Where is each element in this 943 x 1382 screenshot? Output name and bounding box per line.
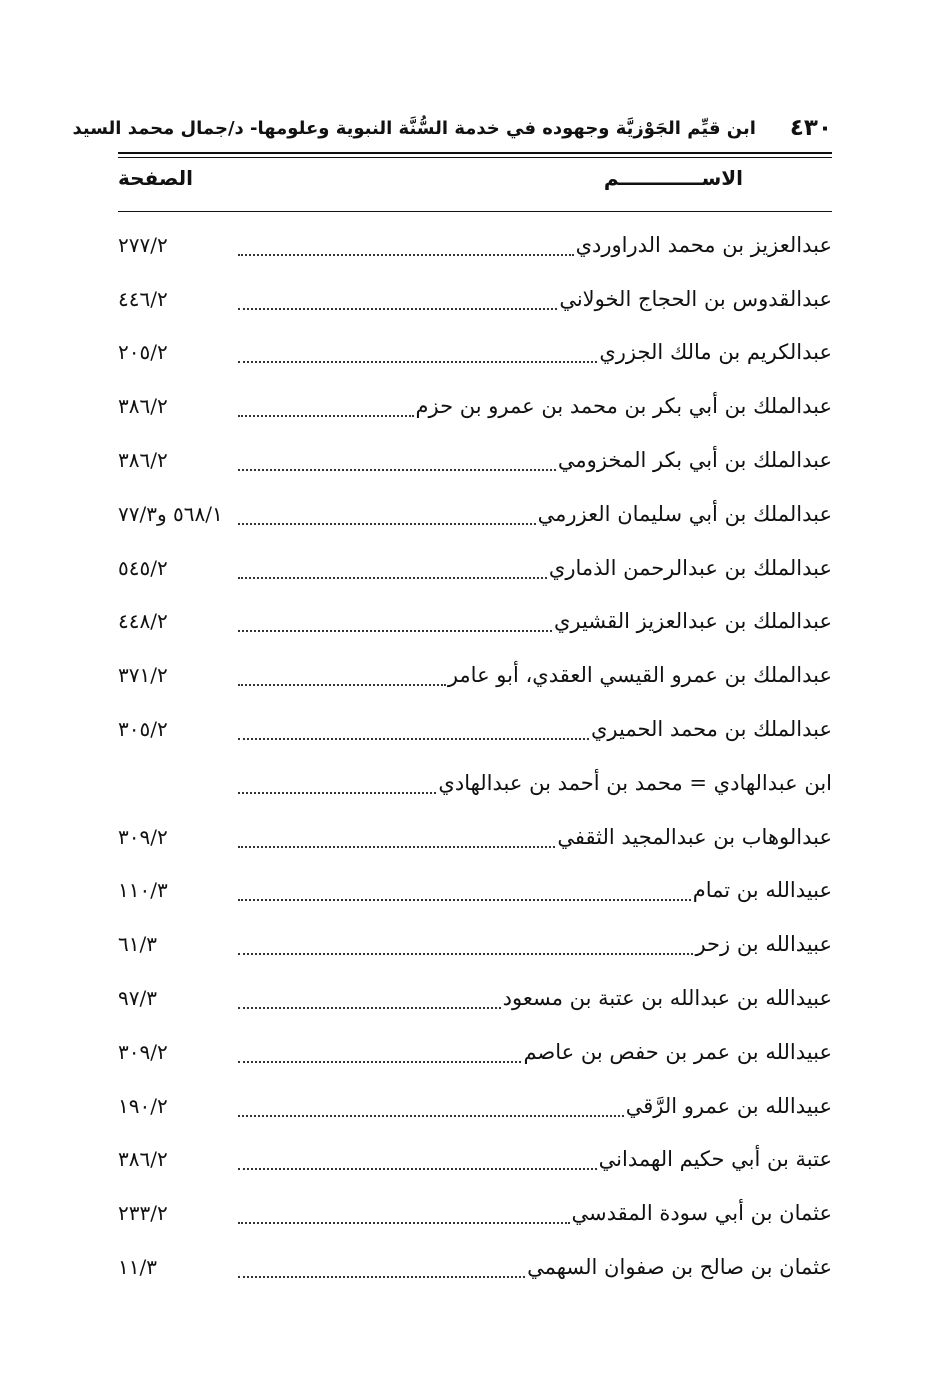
entry-name: ابن عبدالهادي = محمد بن أحمد بن عبدالهادي (438, 770, 832, 795)
entry-name: عثمان بن صالح بن صفوان السهمي (527, 1255, 832, 1280)
entry-page-ref: ٣٨٦/٢ (118, 448, 168, 473)
entry-name: عبدالملك بن أبي سليمان العزرمي (537, 501, 832, 526)
entry-page-ref: ٩٧/٣ (118, 986, 157, 1011)
entry-name-cell (238, 379, 832, 433)
entry-name: عبيدالله بن عبدالله بن عتبة بن مسعود (502, 986, 832, 1011)
index-entry (118, 379, 832, 433)
entry-name: عبدالوهاب بن عبدالمجيد الثقفي (557, 824, 832, 849)
entry-name-cell (238, 272, 832, 326)
entry-name: عبدالكريم بن مالك الجزري (599, 340, 832, 365)
entry-page-ref (118, 756, 230, 810)
leader-dots (238, 1061, 521, 1063)
entry-name: عبيدالله بن عمرو الرَّقي (625, 1093, 832, 1118)
entry-name-cell (238, 595, 832, 649)
leader-dots (238, 738, 589, 740)
index-entry (118, 218, 832, 272)
leader-dots (238, 1222, 570, 1224)
entry-page-ref: ١١/٣ (118, 1255, 157, 1280)
leader-dots (238, 308, 557, 310)
leader-dots (238, 415, 414, 417)
entry-page-ref: ٤٤٦/٢ (118, 286, 168, 311)
index-entry (118, 595, 832, 649)
entry-name-cell (238, 917, 832, 971)
entry-page-ref: ٣٨٦/٢ (118, 1147, 168, 1172)
entry-name-cell (238, 326, 832, 380)
entry-name: عبيدالله بن تمام (692, 878, 832, 903)
page-header (72, 108, 832, 148)
index-entry (118, 433, 832, 487)
entry-page-ref: ٣٧١/٢ (118, 663, 168, 688)
entry-name: عبدالملك بن عبدالرحمن الذماري (548, 555, 832, 580)
entry-name-cell (238, 1240, 832, 1294)
entry-name-cell (238, 702, 832, 756)
index-entry (118, 864, 832, 918)
leader-dots (238, 1007, 501, 1009)
leader-dots (238, 1276, 525, 1278)
leader-dots (238, 846, 555, 848)
leader-dots (238, 523, 536, 525)
entry-name: عتبة بن أبي حكيم الهمداني (598, 1147, 832, 1172)
entry-name-cell (238, 1133, 832, 1187)
leader-dots (238, 1168, 597, 1170)
column-header-name: الاســــــــــــم (603, 166, 743, 190)
leader-dots (238, 1115, 624, 1117)
entry-page-ref: ٣٠٥/٢ (118, 717, 168, 742)
leader-dots (238, 899, 691, 901)
index-entry (118, 1133, 832, 1187)
entry-name-cell (238, 1186, 832, 1240)
leader-dots (238, 254, 574, 256)
entry-name-cell (238, 1079, 832, 1133)
entry-name-cell (238, 1025, 832, 1079)
header-rule (118, 152, 832, 154)
entry-name: عبيدالله بن عمر بن حفص بن عاصم (523, 1039, 832, 1064)
column-header-rule (118, 211, 832, 212)
entry-name: عبدالملك بن عمرو القيسي العقدي، أبو عامر (447, 663, 832, 688)
index-entry (118, 541, 832, 595)
entry-page-ref: ٥٤٥/٢ (118, 555, 168, 580)
header-rule-thin (118, 157, 832, 158)
entry-name-cell (238, 756, 832, 810)
index-entry (118, 810, 832, 864)
index-entries (118, 218, 832, 1294)
leader-dots (238, 792, 436, 794)
entry-page-ref: ٣٠٩/٢ (118, 824, 168, 849)
entry-name: عبدالملك بن محمد الحميري (590, 717, 832, 742)
leader-dots (238, 630, 552, 632)
entry-page-ref: ٣٨٦/٢ (118, 394, 168, 419)
page-number: ٤٣٠ (789, 115, 832, 141)
entry-name-cell (238, 541, 832, 595)
entry-name: عبدالملك بن أبي بكر بن محمد بن عمرو بن حزم (415, 394, 832, 419)
entry-name: عبدالعزيز بن محمد الدراوردي (575, 232, 832, 257)
entry-name-cell (238, 487, 832, 541)
entry-page-ref: ٢٠٥/٢ (118, 340, 168, 365)
entry-name-cell (238, 864, 832, 918)
index-entry (118, 971, 832, 1025)
index-entry (118, 756, 832, 810)
entry-name-cell (238, 218, 832, 272)
entry-page-ref: ٢٣٣/٢ (118, 1201, 168, 1226)
index-entry (118, 326, 832, 380)
entry-name: عبيدالله بن زحر (695, 932, 832, 957)
leader-dots (238, 361, 597, 363)
index-entry (118, 1025, 832, 1079)
index-entry (118, 917, 832, 971)
entry-page-ref: ٥٦٨/١ و٧٧/٣ (118, 501, 223, 526)
entry-page-ref: ٢٧٧/٢ (118, 232, 168, 257)
index-entry (118, 487, 832, 541)
running-title: ابن قيِّم الجَوْزيَّة وجهوده في خدمة السُّنَّة النبوية وعلومها- د/جمال محمد السيد (72, 117, 756, 139)
index-entry (118, 1079, 832, 1133)
index-entry (118, 272, 832, 326)
column-header-page: الصفحة (118, 166, 194, 190)
entry-name-cell (238, 810, 832, 864)
entry-name-cell (238, 648, 832, 702)
entry-name: عبدالملك بن عبدالعزيز القشيري (554, 609, 832, 634)
index-entry (118, 1240, 832, 1294)
leader-dots (238, 577, 547, 579)
entry-name-cell (238, 433, 832, 487)
index-entry (118, 648, 832, 702)
leader-dots (238, 953, 693, 955)
leader-dots (238, 684, 446, 686)
entry-name: عبدالقدوس بن الحجاج الخولاني (559, 286, 832, 311)
entry-page-ref: ٤٤٨/٢ (118, 609, 168, 634)
entry-page-ref: ٣٠٩/٢ (118, 1039, 168, 1064)
index-entry (118, 1186, 832, 1240)
leader-dots (238, 469, 556, 471)
entry-page-ref: ١١٠/٣ (118, 878, 168, 903)
entry-name: عثمان بن أبي سودة المقدسي (571, 1201, 832, 1226)
entry-page-ref: ٦١/٣ (118, 932, 157, 957)
entry-name: عبدالملك بن أبي بكر المخزومي (557, 448, 832, 473)
entry-page-ref: ١٩٠/٢ (118, 1093, 168, 1118)
index-entry (118, 702, 832, 756)
entry-name-cell (238, 971, 832, 1025)
